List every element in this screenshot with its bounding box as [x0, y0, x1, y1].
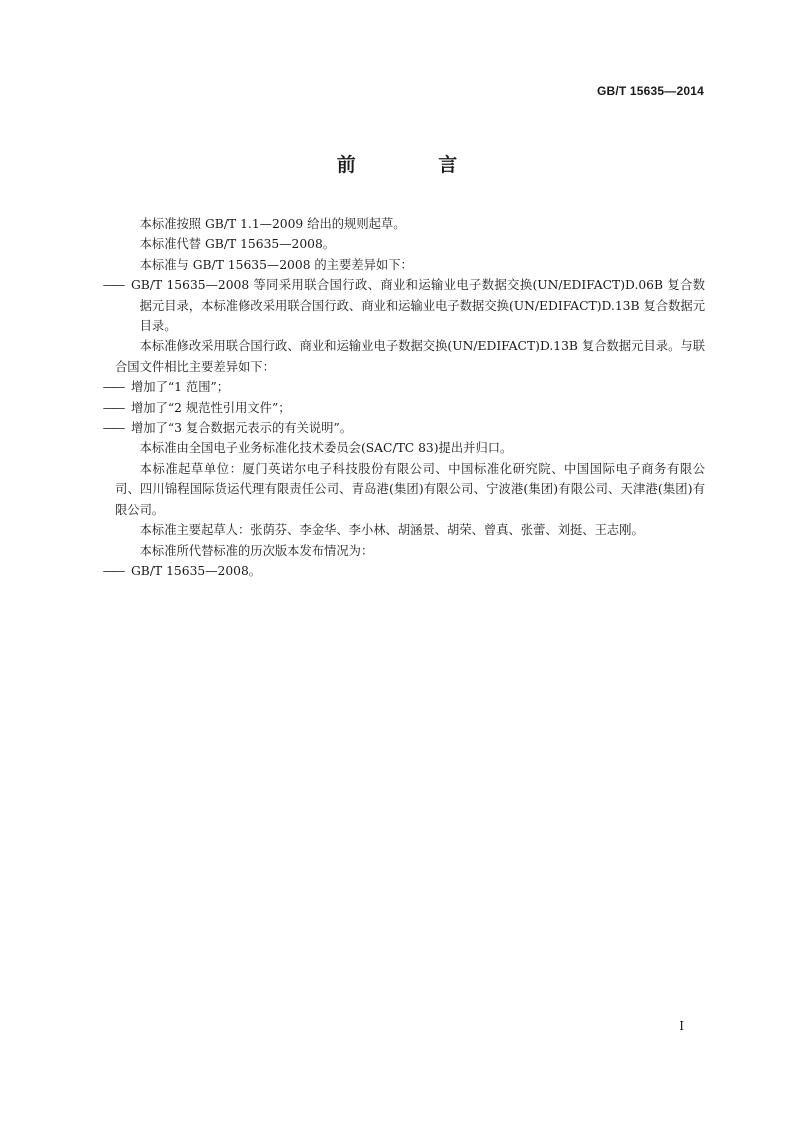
list-item-added-notes — [102, 418, 705, 438]
dash-mark: —— — [102, 421, 124, 436]
paragraph-replaces: 本标准代替 GB/T 15635—2008。 — [139, 237, 336, 252]
standard-code: GB/T 15635—2014 — [596, 84, 704, 98]
list-item-text: 增加了“2 规范性引用文件”； — [130, 400, 291, 415]
paragraph-drafting-rules: 本标准按照 GB/T 1.1—2009 给出的规则起草。 — [139, 217, 406, 231]
dash-mark: —— — [102, 563, 124, 578]
dash-mark: —— — [102, 400, 124, 415]
list-item-added-scope — [102, 377, 705, 397]
list-item-added-references — [102, 398, 705, 418]
list-item-text: 增加了“3 复合数据元表示的有关说明”。 — [130, 421, 353, 436]
foreword-body — [102, 214, 705, 581]
list-item-text: GB/T 15635—2008 等同采用联合国行政、商业和运输业电子数据交换(UN/EDIFACT)D.06B 复合数据元目录，本标准修改采用联合国行政、商业和运输业电子数据交换(UN/EDIFACT)D.13B 复合数据元目录。 — [130, 278, 705, 334]
dash-mark: —— — [102, 380, 124, 395]
paragraph-differences-intro: 本标准与 GB/T 15635—2008 的主要差异如下： — [139, 257, 413, 272]
paragraph-adoption: 本标准修改采用联合国行政、商业和运输业电子数据交换(UN/EDIFACT)D.13B 复合数据元目录。与联合国文件相比主要差异如下： — [115, 339, 705, 374]
paragraph-proposer: 本标准由全国电子业务标准化技术委员会(SAC/TC 83)提出并归口。 — [139, 441, 513, 456]
paragraph-drafting-units: 本标准起草单位：厦门英诺尔电子科技股份有限公司、中国标准化研究院、中国国际电子商务有限公司、四川锦程国际货运代理有限责任公司、青岛港(集团)有限公司、宁波港(集团)有限公司、天津港(集团)有限公司。 — [115, 461, 705, 517]
page-title: 前 言 — [336, 154, 496, 176]
list-item-previous-edition — [102, 561, 705, 581]
paragraph-drafters: 本标准主要起草人：张荫芬、李金华、李小林、胡涵景、胡荣、曾真、张蕾、刘挺、王志刚。 — [139, 523, 644, 538]
dash-mark: —— — [102, 278, 124, 293]
list-item-text: 增加了“1 范围”； — [130, 380, 230, 395]
paragraph-previous-editions: 本标准所代替标准的历次版本发布情况为： — [139, 543, 374, 558]
page-number: I — [679, 1019, 684, 1033]
list-item-text: GB/T 15635—2008。 — [130, 563, 262, 578]
list-item-difference — [102, 275, 705, 336]
